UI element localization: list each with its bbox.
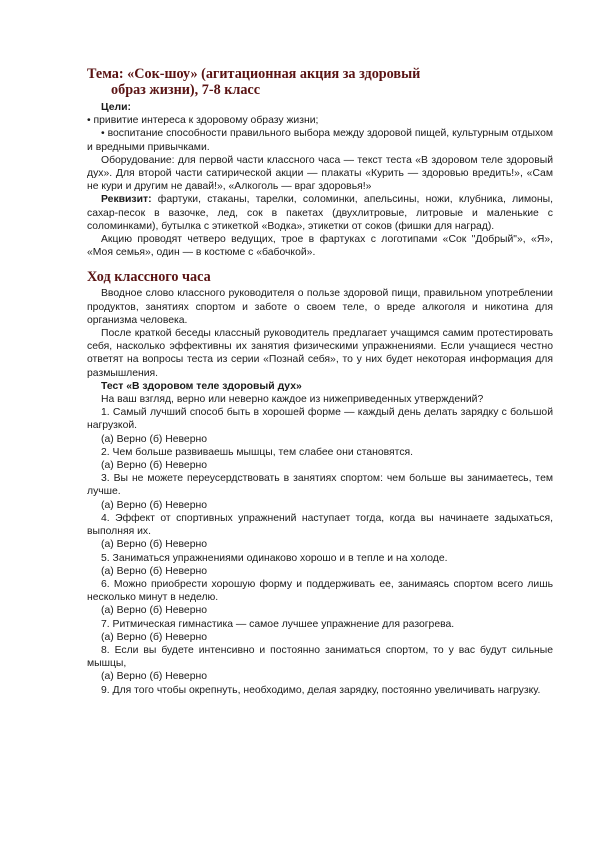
test-item: 7. Ритмическая гимнастика — самое лучшее упражнение для разогрева. — [101, 618, 455, 630]
props-text: фартуки, стаканы, тарелки, соломинки, апельсины, ножи, клубника, лимоны, сахар-песок в вазочке, лед, сок в пакетах (двухлитровые, литровые и маленькие с соломинками), бутылка с этикеткой «Водка», этикетки от соков (фишки для наград). — [87, 194, 553, 232]
props-paragraph — [87, 193, 553, 233]
answer-options: (а) Верно (б) Неверно — [101, 460, 207, 472]
title-prefix: Тема — [87, 66, 119, 82]
test-question: На ваш взгляд, верно или неверно каждое из нижеприведенных утверждений? — [101, 394, 484, 406]
test-item: 3. Вы не можете переусердствовать в занятиях спортом: чем больше вы занимаетесь, тем лучше. — [87, 473, 553, 498]
test-item: 2. Чем больше развиваешь мышцы, тем слабее они становятся. — [101, 446, 414, 458]
intro-paragraph: Вводное слово классного руководителя о пользе здоровой пищи, правильном употреблении продуктов, занятиях спортом и заботе о своем теле, о вреде алкоголя и никотина для организма человека. — [87, 288, 553, 326]
test-heading: Тест «В здоровом теле здоровый дух» — [101, 380, 302, 392]
after-paragraph: После краткой беседы классный руководитель предлагает учащимся самим протестировать себя, насколько эффективны их занятия физическими упражнениями. Если учащиеся честно ответят на вопросы теста из серии «Познай себя», то у них будет некоторая информация для размышления. — [87, 328, 553, 379]
goal-item: • привитие интереса к здоровому образу жизни; — [87, 115, 319, 127]
answer-options: (а) Верно (б) Неверно — [101, 631, 207, 643]
answer-options: (а) Верно (б) Неверно — [101, 565, 207, 577]
test-item: 8. Если вы будете интенсивно и постоянно заниматься спортом, то у вас будут сильные мышцы, — [87, 644, 553, 670]
props-label: Реквизит: — [101, 194, 152, 206]
goal-item: • воспитание способности правильного выбора между здоровой пищей, культурным отдыхом и вредными привычками. — [87, 128, 553, 153]
test-item: 9. Для того чтобы окрепнуть, необходимо, делая зарядку, постоянно увеличивать нагрузку. — [101, 684, 541, 696]
page-title — [87, 66, 553, 98]
title-line-1: : «Сок-шоу» (агитационная акция за здоровый — [118, 66, 421, 82]
answer-options: (а) Верно (б) Неверно — [101, 433, 207, 445]
section-heading: Ход классного часа — [87, 269, 211, 286]
answer-options: (а) Верно (б) Неверно — [101, 539, 207, 551]
goals-label: Цели: — [101, 102, 131, 113]
test-item: 5. Заниматься упражнениями одинаково хорошо и в тепле и на холоде. — [101, 552, 448, 564]
document-page — [87, 66, 553, 697]
test-item: 4. Эффект от спортивных упражнений наступает тогда, когда вы начинаете задыхаться, выполняя их. — [87, 512, 553, 538]
answer-options: (а) Верно (б) Неверно — [101, 671, 207, 683]
answer-options: (а) Верно (б) Неверно — [101, 605, 207, 617]
test-item: 1. Самый лучший способ быть в хорошей форме — каждый день делать зарядку с большой нагрузкой. — [87, 407, 553, 432]
title-line-2: образ жизни), 7-8 класс — [111, 82, 261, 98]
answer-options: (а) Верно (б) Неверно — [101, 499, 207, 511]
hosts-paragraph: Акцию проводят четверо ведущих, трое в фартуках с логотипами «Сок "Добрый"», «Я», «Моя семья», один — в костюме с «бабочкой». — [87, 234, 553, 259]
equipment-paragraph: Оборудование: для первой части классного часа — текст теста «В здоровом теле здоровый дух». Для второй части сатирической акции — плакаты «Курить — здоровью вредить!», «Сам не кури и другим не давай!», «Алкоголь — враг здоровья!» — [87, 154, 553, 193]
test-item: 6. Можно приобрести хорошую форму и поддерживать ее, занимаясь спортом всего лишь несколько минут в неделю. — [87, 578, 553, 604]
